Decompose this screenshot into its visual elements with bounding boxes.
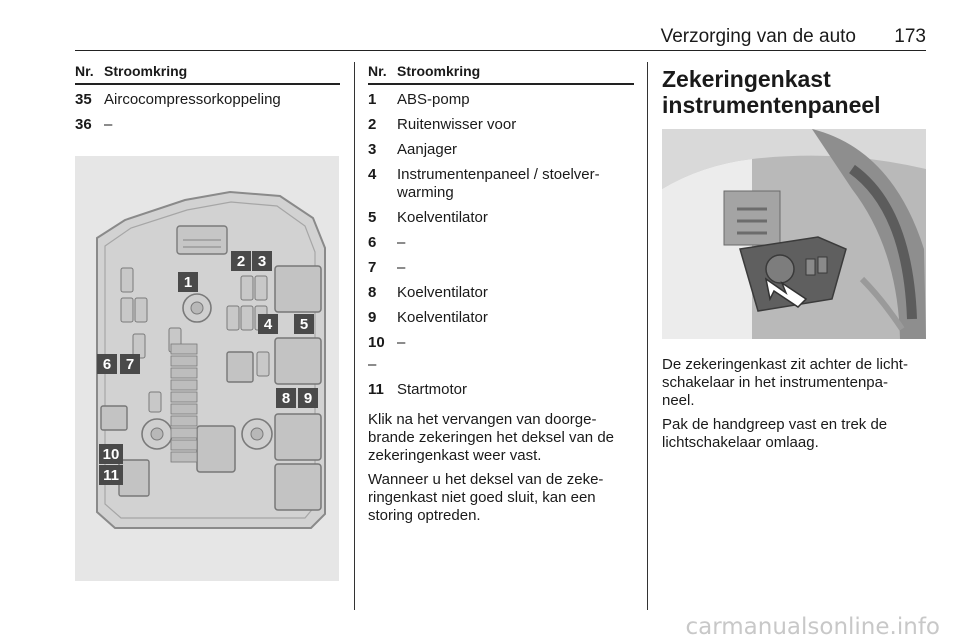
fuse-label: 5 bbox=[299, 316, 309, 333]
column-divider bbox=[647, 62, 648, 610]
fuse-table-header bbox=[75, 62, 340, 85]
table-row bbox=[368, 334, 634, 352]
fuse-number: 8 bbox=[368, 284, 377, 301]
fuse-circuit: Koelventilator bbox=[397, 309, 488, 326]
fuse-number: 1 bbox=[368, 91, 377, 108]
fuse-number: 3 bbox=[368, 141, 377, 158]
header-circuit: Stroomkring bbox=[397, 63, 481, 79]
fuse-circuit: Aircocompressorkoppeling bbox=[104, 91, 281, 108]
fuse-circuit: Instrumentenpaneel / stoelver- warming bbox=[397, 166, 600, 201]
fuse-label: 10 bbox=[102, 446, 120, 463]
fuse-circuit: Startmotor bbox=[397, 381, 468, 398]
fuse-circuit: – bbox=[397, 334, 406, 351]
header-nr: Nr. bbox=[75, 63, 94, 79]
fuse-label: 7 bbox=[125, 356, 135, 373]
fuse-circuit: – bbox=[397, 234, 406, 251]
instrument-panel-drawing bbox=[662, 129, 926, 339]
page-header bbox=[75, 26, 926, 51]
fuse-number: 6 bbox=[368, 234, 377, 251]
table-row bbox=[75, 116, 340, 134]
table-row bbox=[368, 166, 634, 202]
table-row bbox=[368, 309, 634, 327]
watermark: carmanualsonline.info bbox=[685, 614, 940, 640]
fuse-number: 36 bbox=[75, 116, 92, 133]
fuse-label: 8 bbox=[281, 390, 291, 407]
table-row bbox=[368, 91, 634, 109]
body-paragraph: Pak de handgreep vast en trek de lichtschakelaar omlaag. bbox=[662, 416, 888, 451]
fuse-number: 2 bbox=[368, 116, 377, 133]
fuse-number: 35 bbox=[75, 91, 92, 108]
table-row bbox=[368, 116, 634, 134]
table-row bbox=[368, 381, 634, 399]
fuse-circuit: Koelventilator bbox=[397, 209, 488, 226]
fuse-circuit: – bbox=[397, 259, 406, 276]
fuse-label: 3 bbox=[257, 253, 267, 270]
header-nr: Nr. bbox=[368, 63, 387, 79]
dashboard-photo bbox=[662, 129, 926, 339]
fuse-number: 5 bbox=[368, 209, 377, 226]
body-paragraph: De zekeringenkast zit achter de licht- schakelaar in het instrumentenpa- neel. bbox=[662, 356, 908, 409]
fuse-number: 4 bbox=[368, 166, 377, 183]
fuse-label: 11 bbox=[103, 467, 119, 484]
body-paragraph: Klik na het vervangen van doorge- brande zekeringen het deksel van de zekeringenkast weer vast. bbox=[368, 411, 615, 464]
left-column bbox=[75, 62, 340, 141]
table-row bbox=[368, 141, 634, 159]
fuse-circuit: Aanjager bbox=[397, 141, 458, 158]
table-row bbox=[368, 209, 634, 227]
section-title: Zekeringenkast instrumentenpaneel bbox=[662, 66, 881, 118]
fuse-circuit: Koelventilator bbox=[397, 284, 488, 301]
page-number: 173 bbox=[894, 26, 926, 47]
fuse-table-header bbox=[368, 62, 634, 85]
table-row bbox=[368, 284, 634, 302]
page-header-title: Verzorging van de auto bbox=[660, 26, 856, 47]
right-column bbox=[662, 62, 926, 458]
fuse-label: 6 bbox=[102, 356, 112, 373]
stray-dash: – bbox=[368, 356, 377, 373]
fuse-circuit: ABS-pomp bbox=[397, 91, 470, 108]
fuse-box-drawing bbox=[75, 156, 339, 581]
fuse-circuit: – bbox=[104, 116, 113, 133]
fuse-label: 1 bbox=[183, 274, 193, 291]
fuse-circuit: Ruitenwisser voor bbox=[397, 116, 517, 133]
fuse-number: 9 bbox=[368, 309, 377, 326]
fuse-table-body bbox=[368, 91, 634, 352]
fuse-box-illustration bbox=[75, 156, 339, 581]
fuse-label: 4 bbox=[263, 316, 273, 333]
fuse-number: 11 bbox=[368, 381, 384, 398]
header-circuit: Stroomkring bbox=[104, 63, 188, 79]
fuse-number: 7 bbox=[368, 259, 377, 276]
table-row bbox=[368, 234, 634, 252]
fuse-label: 9 bbox=[303, 390, 313, 407]
fuse-number: 10 bbox=[368, 334, 385, 351]
column-divider bbox=[354, 62, 355, 610]
middle-column bbox=[368, 62, 634, 531]
table-row bbox=[368, 259, 634, 277]
fuse-label: 2 bbox=[236, 253, 246, 270]
table-row bbox=[75, 91, 340, 109]
body-paragraph: Wanneer u het deksel van de zeke- ringenkast niet goed sluit, kan een storing optreden. bbox=[368, 471, 604, 524]
